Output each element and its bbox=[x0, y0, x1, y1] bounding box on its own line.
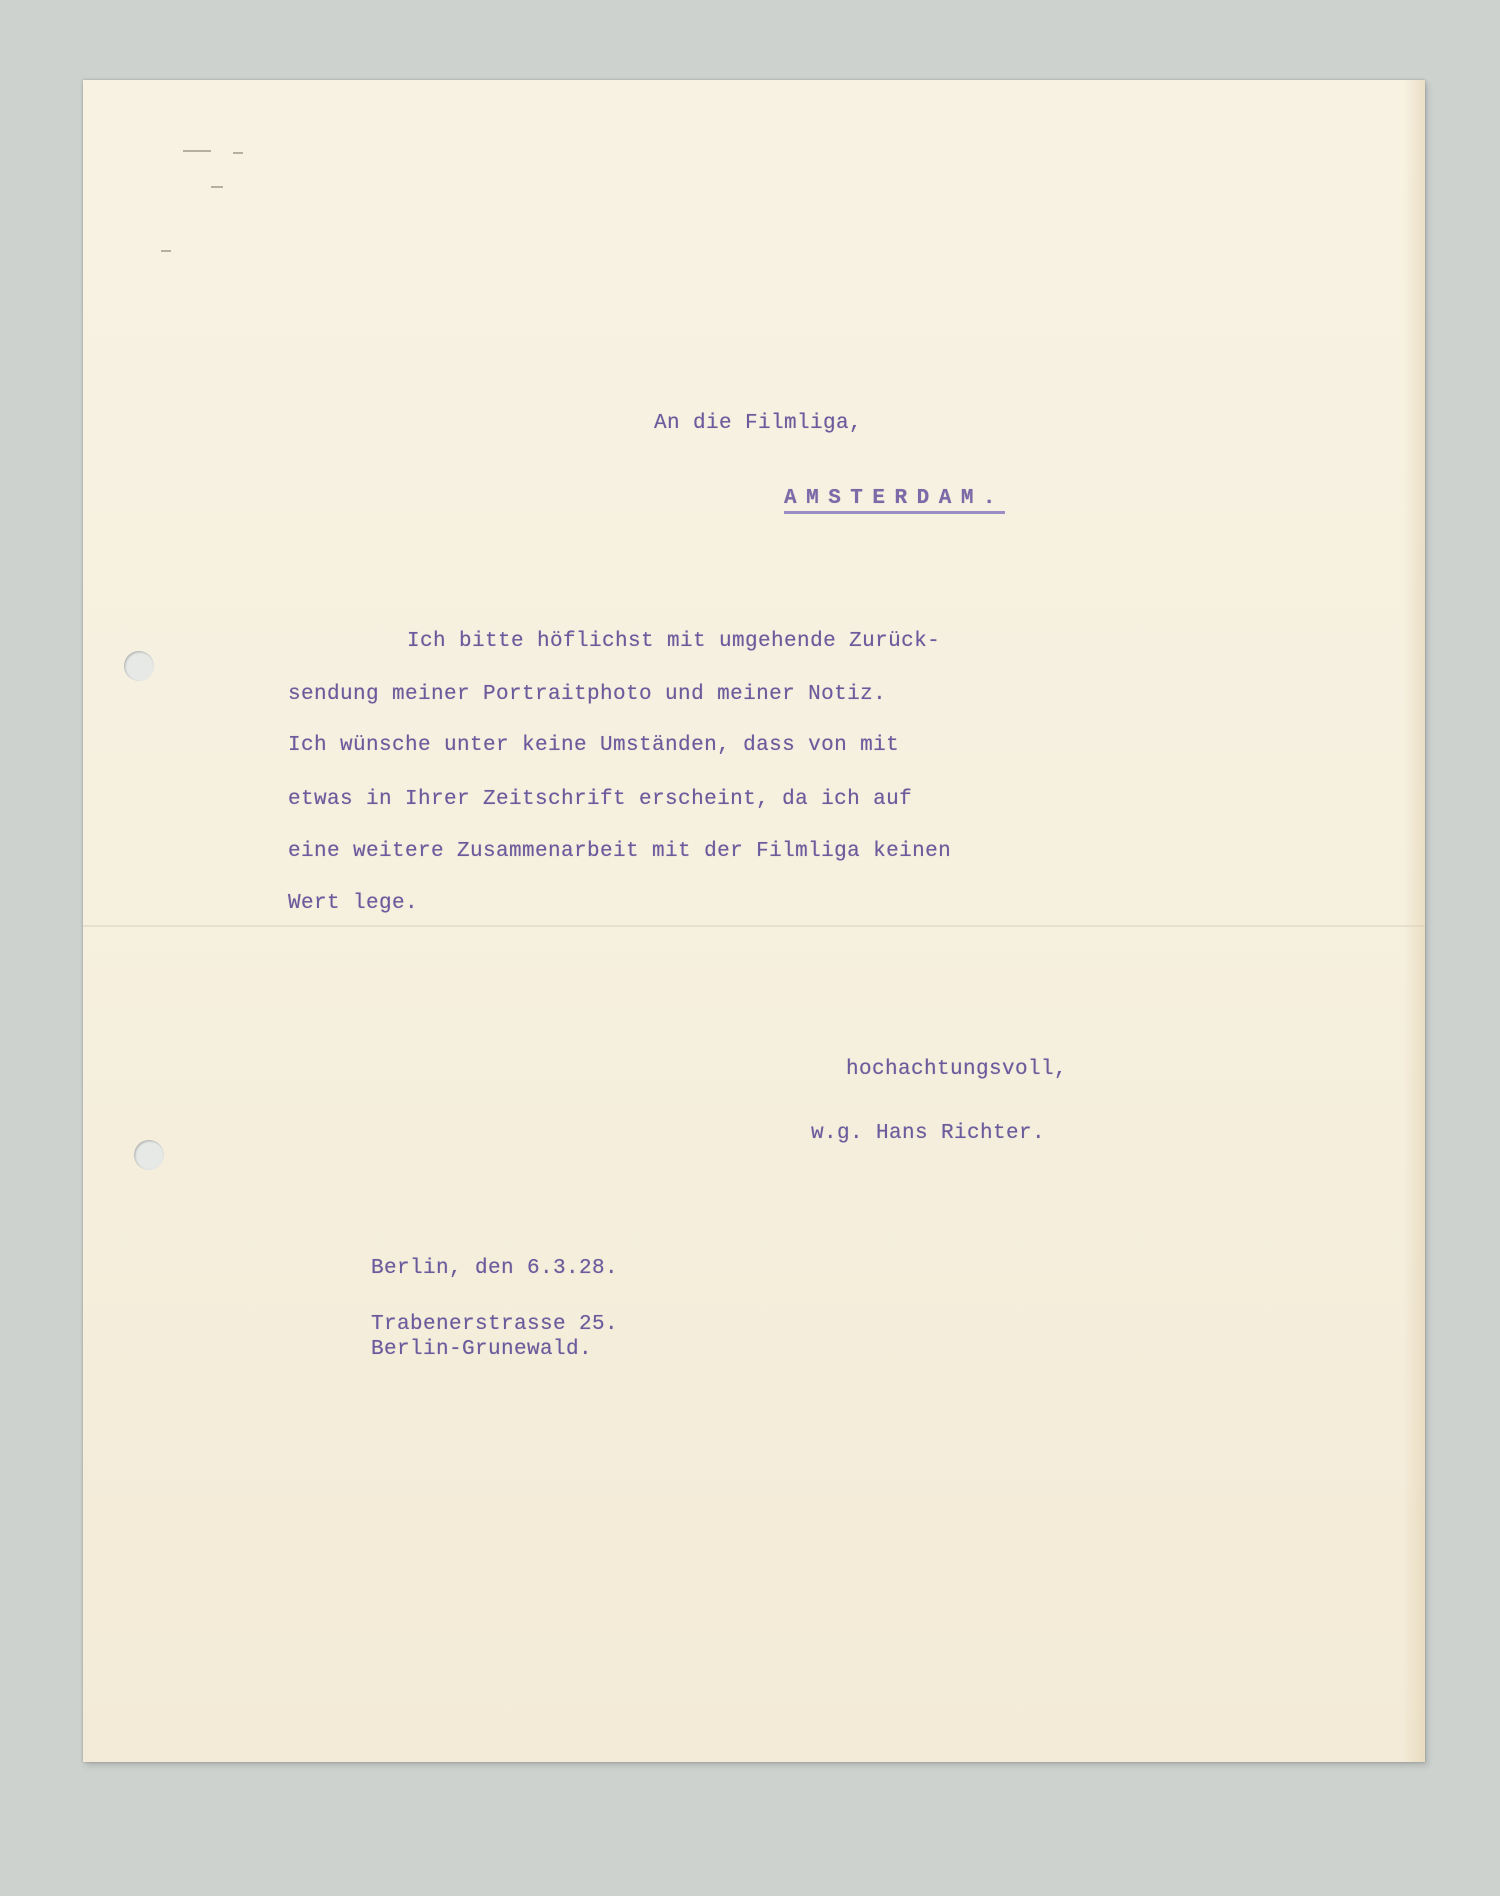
punch-hole-top bbox=[124, 651, 154, 681]
signature: w.g. Hans Richter. bbox=[811, 1122, 1046, 1145]
body-line: sendung meiner Portraitphoto und meiner Notiz. bbox=[288, 683, 887, 706]
body-line: Wert lege. bbox=[288, 892, 419, 915]
staple-mark bbox=[233, 152, 243, 154]
body-line: Ich bitte höflichst mit umgehende Zurück- bbox=[407, 630, 941, 653]
recipient-city: AMSTERDAM. bbox=[784, 487, 1005, 514]
letter-sheet bbox=[83, 80, 1425, 1762]
fold-line bbox=[83, 925, 1425, 927]
body-line: Ich wünsche unter keine Umständen, dass von mit bbox=[288, 734, 900, 757]
punch-hole-bottom bbox=[134, 1140, 164, 1170]
closing: hochachtungsvoll, bbox=[846, 1058, 1068, 1081]
place-date: Berlin, den 6.3.28. bbox=[371, 1257, 619, 1280]
staple-mark bbox=[211, 186, 223, 188]
sender-district: Berlin-Grunewald. bbox=[371, 1338, 593, 1361]
body-line: etwas in Ihrer Zeitschrift erscheint, da ich auf bbox=[288, 788, 913, 811]
recipient-line: An die Filmliga, bbox=[654, 412, 863, 435]
body-line: eine weitere Zusammenarbeit mit der Filmliga keinen bbox=[288, 840, 952, 863]
sender-street: Trabenerstrasse 25. bbox=[371, 1313, 619, 1336]
staple-mark bbox=[161, 250, 171, 252]
staple-mark bbox=[183, 150, 211, 152]
